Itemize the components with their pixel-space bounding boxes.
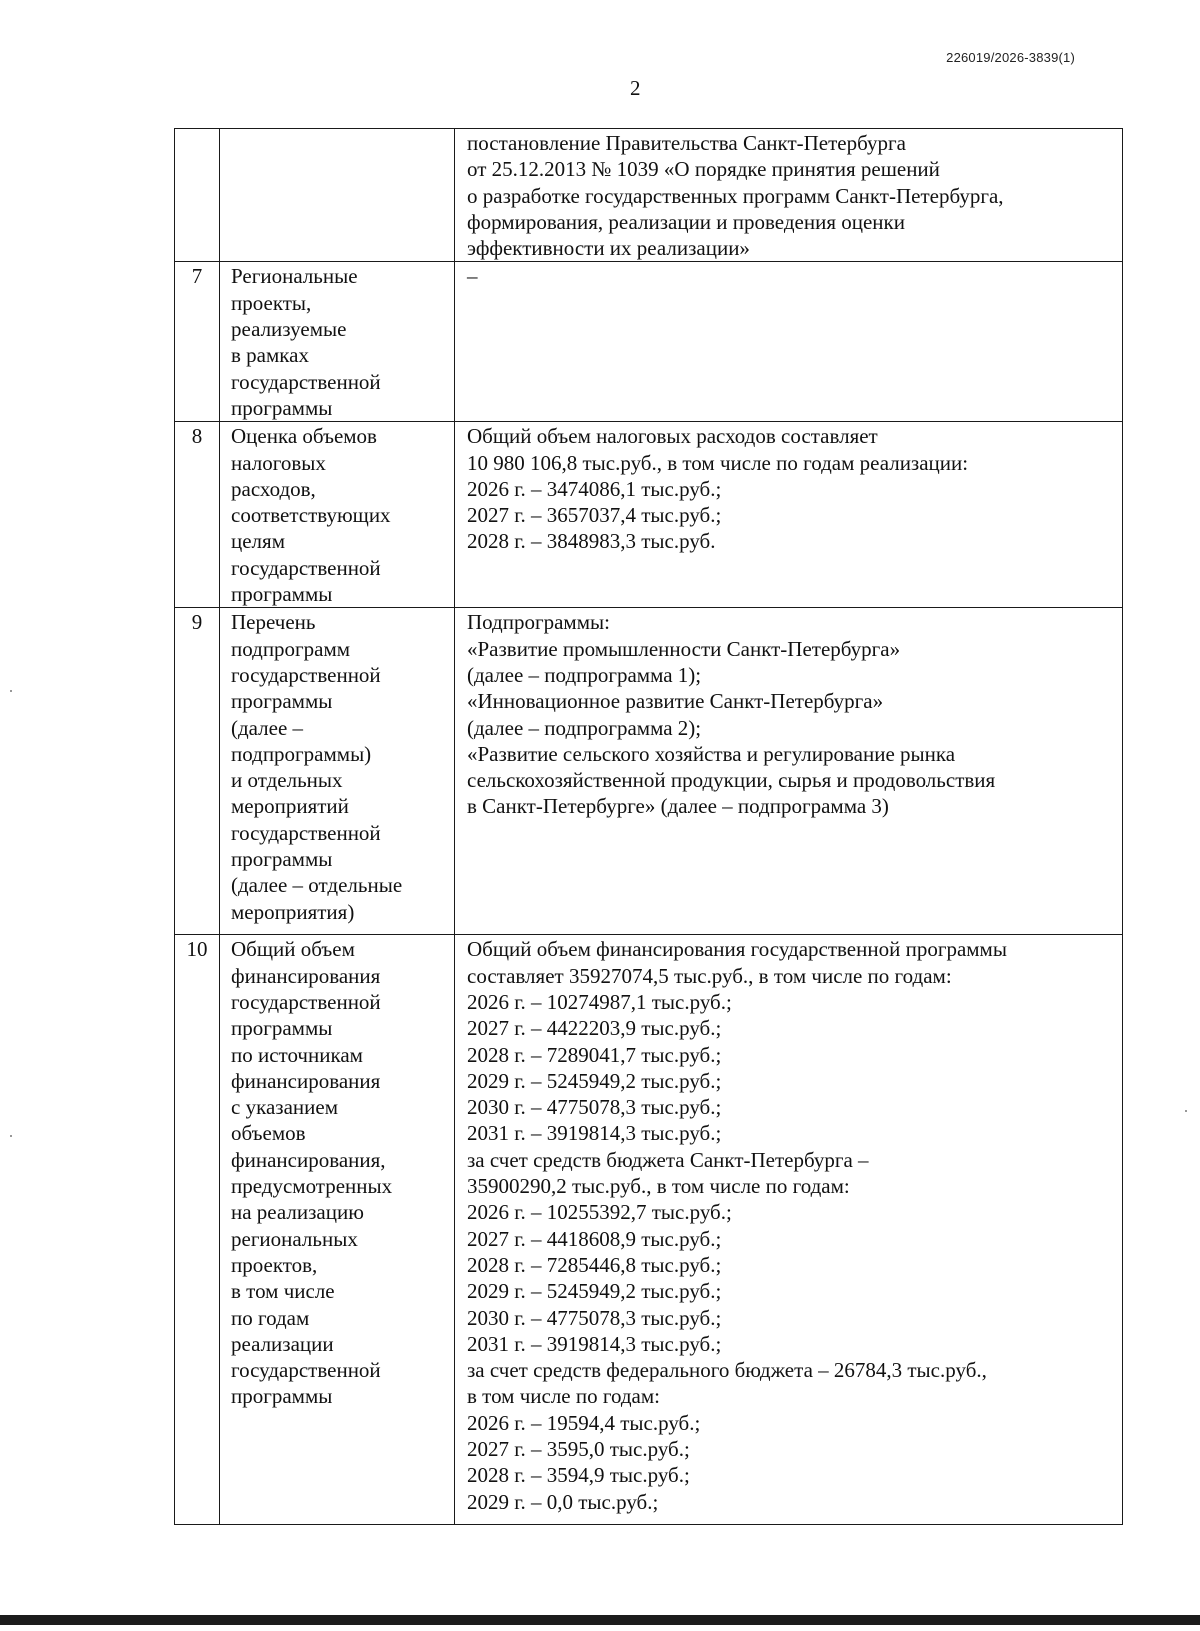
row-value-cell: [455, 129, 1123, 262]
table-row: [175, 935, 1123, 1525]
row-label-cell: [220, 935, 455, 1525]
row-label-cell: [220, 262, 455, 422]
value-line: в том числе по годам:: [467, 1384, 660, 1409]
label-line: государственной: [231, 555, 381, 580]
table-row: [175, 608, 1123, 935]
value-line: 2030 г. – 4775078,3 тыс.руб.;: [467, 1305, 722, 1330]
label-line: реализации: [231, 1331, 334, 1356]
label-line: региональных: [231, 1226, 358, 1251]
label-line: предусмотренных: [231, 1174, 393, 1199]
value-line: от 25.12.2013 № 1039 «О порядке принятия решений: [467, 157, 940, 182]
label-line: на реализацию: [231, 1200, 364, 1225]
row-number-cell: [175, 129, 220, 262]
row-number-cell: [175, 422, 220, 608]
value-line: о разработке государственных программ Санкт-Петербурга,: [467, 183, 1004, 208]
label-line: в рамках: [231, 343, 309, 368]
table-row: [175, 129, 1123, 262]
label-line: программы: [231, 395, 333, 420]
value-line: 2029 г. – 5245949,2 тыс.руб.;: [467, 1068, 722, 1093]
value-line: 2027 г. – 4418608,9 тыс.руб.;: [467, 1226, 722, 1251]
label-line: программы: [231, 582, 333, 607]
table-row: [175, 422, 1123, 608]
value-line: 2028 г. – 3848983,3 тыс.руб.: [467, 529, 716, 554]
label-line: программы: [231, 689, 333, 714]
label-line: объемов: [231, 1121, 306, 1146]
value-line: 2026 г. – 10255392,7 тыс.руб.;: [467, 1200, 732, 1225]
label-line: Оценка объемов: [231, 424, 377, 449]
value-line: 2030 г. – 4775078,3 тыс.руб.;: [467, 1095, 722, 1120]
page-number: 2: [630, 76, 641, 100]
row-label-cell: [220, 129, 455, 262]
value-line: Общий объем налоговых расходов составляет: [467, 424, 878, 449]
label-line: государственной: [231, 820, 381, 845]
value-line: Общий объем финансирования государственной программы: [467, 937, 1007, 962]
label-line: реализуемые: [231, 317, 347, 342]
value-line: (далее – подпрограмма 2);: [467, 715, 702, 740]
scan-bottom-edge: [0, 1615, 1200, 1625]
label-line: программы: [231, 847, 333, 872]
row-number-cell: [175, 608, 220, 935]
label-line: проекты,: [231, 290, 312, 315]
value-line: «Развитие сельского хозяйства и регулирование рынка: [467, 741, 956, 766]
value-line: 2031 г. – 3919814,3 тыс.руб.;: [467, 1121, 722, 1146]
value-line: постановление Правительства Санкт-Петербурга: [467, 131, 906, 155]
label-line: проектов,: [231, 1252, 318, 1277]
label-line: программы: [231, 1016, 333, 1041]
label-line: финансирования,: [231, 1147, 386, 1172]
value-line: за счет средств федерального бюджета – 26784,3 тыс.руб.,: [467, 1358, 987, 1383]
label-line: по годам: [231, 1305, 310, 1330]
label-line: Общий объем: [231, 937, 355, 962]
row-value-cell: [455, 262, 1123, 422]
program-passport-table: [174, 128, 1123, 1525]
row-value-cell: [455, 422, 1123, 608]
label-line: государственной: [231, 662, 381, 687]
value-line: в Санкт-Петербурге» (далее – подпрограмма 3): [467, 794, 889, 819]
value-line: 2027 г. – 3657037,4 тыс.руб.;: [467, 503, 722, 528]
value-line: 35900290,2 тыс.руб., в том числе по годам:: [467, 1174, 850, 1199]
label-line: государственной: [231, 989, 381, 1014]
label-line: с указанием: [231, 1095, 338, 1120]
value-line: 2029 г. – 0,0 тыс.руб.;: [467, 1489, 659, 1514]
label-line: Региональные: [231, 264, 358, 289]
label-line: мероприятия): [231, 899, 355, 924]
value-line: (далее – подпрограмма 1);: [467, 662, 702, 687]
value-line: 2026 г. – 19594,4 тыс.руб.;: [467, 1410, 701, 1435]
value-line: 2029 г. – 5245949,2 тыс.руб.;: [467, 1279, 722, 1304]
value-line: сельскохозяйственной продукции, сырья и продовольствия: [467, 768, 996, 793]
label-line: по источникам: [231, 1042, 363, 1067]
value-line: за счет средств бюджета Санкт-Петербурга –: [467, 1147, 869, 1172]
label-line: государственной: [231, 369, 381, 394]
table-body: [175, 129, 1123, 1525]
label-line: государственной: [231, 1358, 381, 1383]
label-line: подпрограмм: [231, 636, 351, 661]
label-line: расходов,: [231, 476, 316, 501]
label-line: целям: [231, 529, 285, 554]
value-line: 2026 г. – 3474086,1 тыс.руб.;: [467, 476, 722, 501]
value-line: «Инновационное развитие Санкт-Петербурга»: [467, 689, 884, 714]
label-line: (далее –: [231, 715, 304, 740]
row-number-cell: [175, 935, 220, 1525]
row-number: 8: [191, 424, 203, 449]
label-line: соответствующих: [231, 503, 391, 528]
row-value-cell: [455, 608, 1123, 935]
label-line: (далее – отдельные: [231, 873, 403, 898]
value-line: 2028 г. – 7285446,8 тыс.руб.;: [467, 1252, 722, 1277]
value-line: –: [467, 264, 478, 289]
row-label-cell: [220, 608, 455, 935]
value-line: «Развитие промышленности Санкт-Петербурга»: [467, 636, 901, 661]
label-line: финансирования: [231, 1068, 381, 1093]
table-row: [175, 262, 1123, 422]
label-line: налоговых: [231, 450, 326, 475]
label-line: Перечень: [231, 610, 316, 635]
value-line: 2027 г. – 4422203,9 тыс.руб.;: [467, 1016, 722, 1041]
row-number: 10: [186, 937, 208, 962]
value-line: 10 980 106,8 тыс.руб., в том числе по годам реализации:: [467, 450, 969, 475]
value-line: 2026 г. – 10274987,1 тыс.руб.;: [467, 989, 732, 1014]
row-number: 7: [191, 264, 203, 289]
label-line: в том числе: [231, 1279, 335, 1304]
label-line: и отдельных: [231, 768, 343, 793]
scan-speck: [10, 1135, 12, 1137]
label-line: финансирования: [231, 963, 381, 988]
row-value-cell: [455, 935, 1123, 1525]
scan-speck: [10, 690, 12, 692]
value-line: составляет 35927074,5 тыс.руб., в том числе по годам:: [467, 963, 952, 988]
value-line: формирования, реализации и проведения оценки: [467, 209, 905, 234]
value-line: Подпрограммы:: [467, 610, 610, 635]
document-registration-number: 226019/2026-3839(1): [946, 50, 1075, 65]
label-line: программы: [231, 1384, 333, 1409]
row-label-cell: [220, 422, 455, 608]
value-line: 2031 г. – 3919814,3 тыс.руб.;: [467, 1331, 722, 1356]
row-number-cell: [175, 262, 220, 422]
value-line: эффективности их реализации»: [467, 236, 750, 261]
row-number: 9: [191, 610, 203, 635]
label-line: мероприятий: [231, 794, 349, 819]
value-line: 2028 г. – 3594,9 тыс.руб.;: [467, 1463, 690, 1488]
scan-speck: [1185, 1110, 1187, 1112]
value-line: 2028 г. – 7289041,7 тыс.руб.;: [467, 1042, 722, 1067]
label-line: подпрограммы): [231, 741, 372, 766]
value-line: 2027 г. – 3595,0 тыс.руб.;: [467, 1436, 690, 1461]
